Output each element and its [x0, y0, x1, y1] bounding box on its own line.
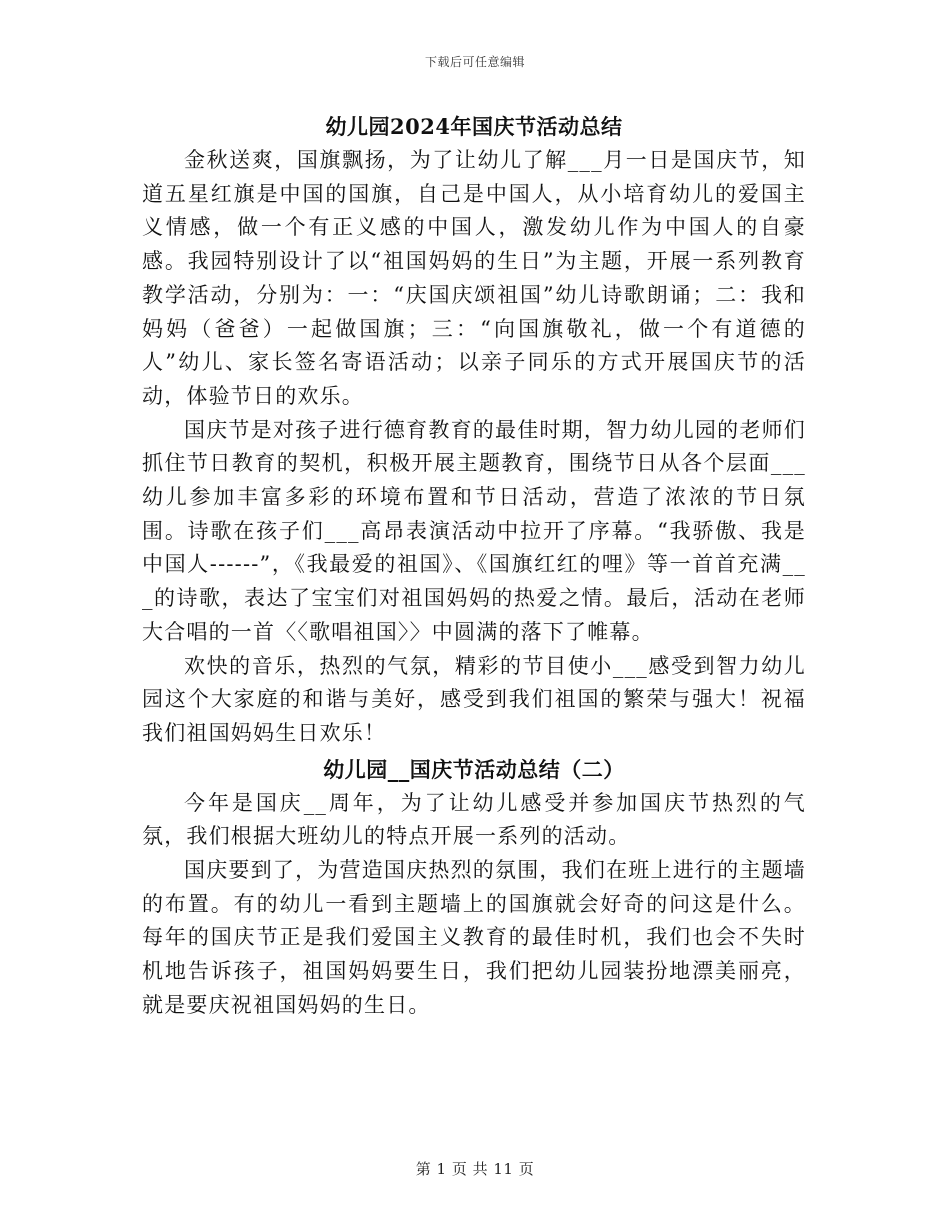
- document-title: 幼儿园2024年国庆节活动总结: [325, 114, 623, 139]
- page-number-footer: 第 1 页 共 11 页: [415, 1160, 535, 1178]
- paragraph: 今年是国庆__周年，为了让幼儿感受并参加国庆节热烈的气氛，我们根据大班幼儿的特点开展一系列的活动。: [142, 790, 806, 849]
- header-note: 下载后可任意编辑: [424, 55, 525, 69]
- paragraph: 欢快的音乐，热烈的气氛，精彩的节目使小___感受到智力幼儿园这个大家庭的和谐与美好，感受到我们祖国的繁荣与强大！祝福我们祖国妈妈生日欢乐！: [142, 653, 806, 745]
- paragraph: 国庆要到了，为营造国庆热烈的氛围，我们在班上进行的主题墙的布置。有的幼儿一看到主题墙上的国旗就会好奇的问这是什么。每年的国庆节正是我们爱国主义教育的最佳时机，我们也会不失时机地告诉孩子，祖国妈妈要生日，我们把幼儿园装扮地漂美丽亮，就是要庆祝祖国妈妈的生日。: [142, 858, 806, 1017]
- document-body: [142, 112, 806, 1023]
- section-title: 幼儿园__国庆节活动总结（二）: [323, 756, 625, 782]
- paragraph: 金秋送爽，国旗飘扬，为了让幼儿了解___月一日是国庆节，知道五星红旗是中国的国旗，自己是中国人，从小培育幼儿的爱国主义情感，做一个有正义感的中国人，激发幼儿作为中国人的自豪感。我园特别设计了以“祖国妈妈的生日”为主题，开展一系列教育教学活动，分别为：一：“庆国庆颂祖国”幼儿诗歌朗诵；二：我和妈妈（爸爸）一起做国旗；三：“向国旗敬礼，做一个有道德的人”幼儿、家长签名寄语活动；以亲子同乐的方式开展国庆节的活动，体验节日的欢乐。: [142, 148, 806, 408]
- paragraph: 国庆节是对孩子进行德育教育的最佳时期，智力幼儿园的老师们抓住节日教育的契机，积极开展主题教育，围绕节日从各个层面___幼儿参加丰富多彩的环境布置和节日活动，营造了浓浓的节日氛围。诗歌在孩子们___高昂表演活动中拉开了序幕。“我骄傲、我是中国人------”，《我最爱的祖国》、《国旗红红的哩》等一首首充满___的诗歌，表达了宝宝们对祖国妈妈的热爱之情。最后，活动在老师大合唱的一首〈〈歌唱祖国〉〉中圆满的落下了帷幕。: [142, 417, 806, 644]
